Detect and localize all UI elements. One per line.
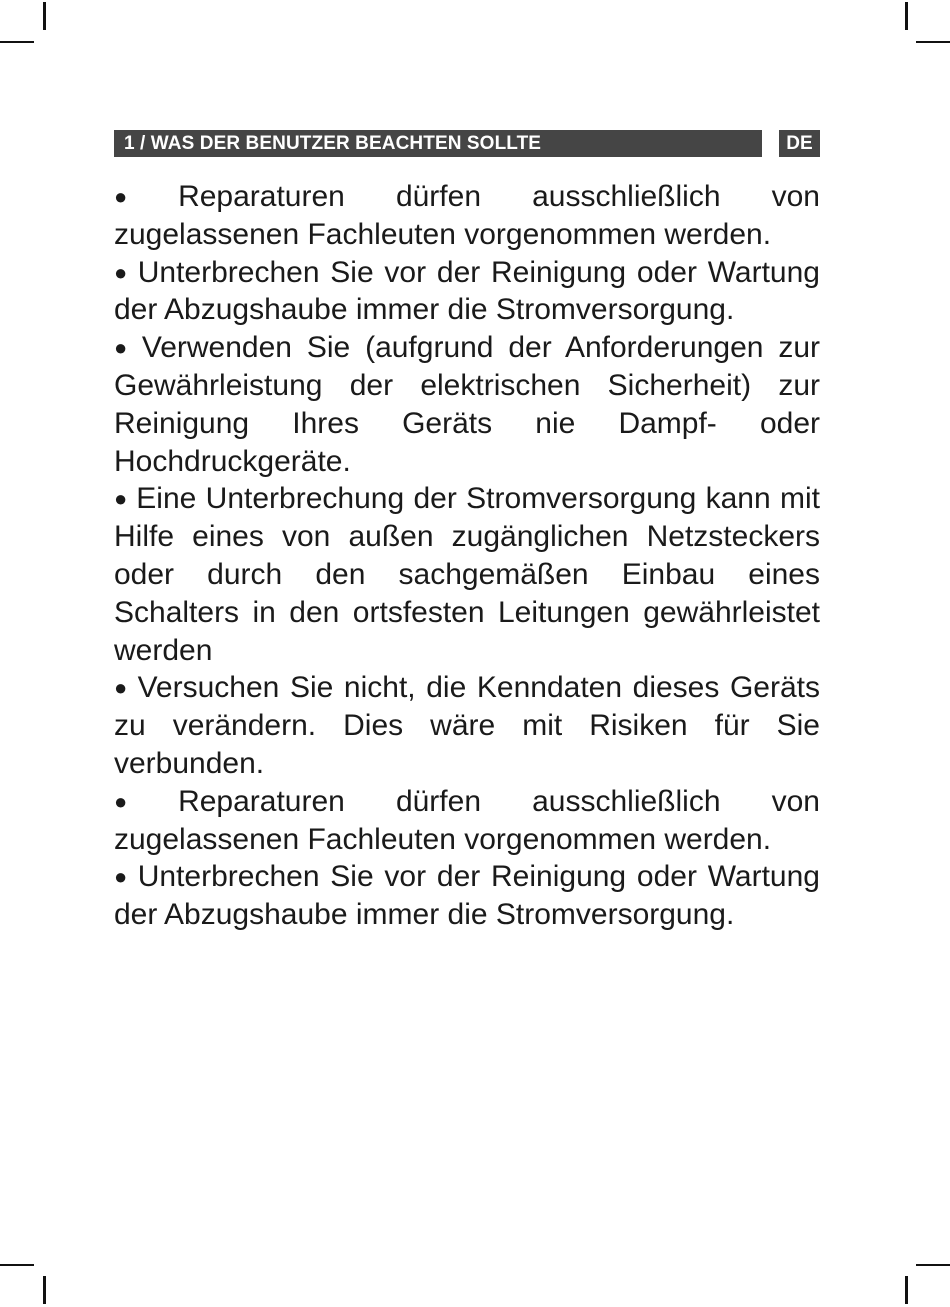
section-header xyxy=(114,130,762,157)
bullet-icon: ● xyxy=(114,335,134,361)
crop-mark-top-left-horizontal xyxy=(0,41,34,43)
crop-mark-bottom-right-horizontal xyxy=(916,1264,950,1266)
list-item-text: Verwenden Sie (aufgrund der Anforderungen zur Gewährleistung der elektrischen Sicherheit) zur Reinigung Ihres Geräts nie Dampf- oder Hochdruckgeräte. xyxy=(114,331,820,478)
list-item xyxy=(114,329,820,480)
bullet-icon: ● xyxy=(114,486,129,512)
list-item-text: Unterbrechen Sie vor der Reinigung oder Wartung der Abzugshaube immer die Stromversorgung. xyxy=(114,255,820,327)
list-item xyxy=(114,858,820,934)
list-item xyxy=(114,178,820,254)
section-title: 1 / WAS DER BENUTZER BEACHTEN SOLLTE xyxy=(124,133,542,154)
safety-instructions-list xyxy=(114,178,820,934)
list-item-text: Reparaturen dürfen ausschließlich von zugelassenen Fachleuten vorgenommen werden. xyxy=(114,180,820,251)
crop-mark-top-right-horizontal xyxy=(916,41,950,43)
list-item xyxy=(114,254,820,330)
list-item-text: Eine Unterbrechung der Stromversorgung kann mit Hilfe eines von außen zugänglichen Netzsteckers oder durch den sachgemäßen Einbau eines Schalters in den ortsfesten Leitungen gewährleistet werden xyxy=(114,482,820,667)
bullet-icon: ● xyxy=(114,864,130,890)
list-item-text: Reparaturen dürfen ausschließlich von zugelassenen Fachleuten vorgenommen werden. xyxy=(114,784,820,856)
language-code: DE xyxy=(786,133,813,154)
bullet-icon: ● xyxy=(114,675,130,701)
list-item xyxy=(114,480,820,669)
bullet-icon: ● xyxy=(114,788,171,814)
list-item-text: Unterbrechen Sie vor der Reinigung oder Wartung der Abzugshaube immer die Stromversorgung. xyxy=(114,860,820,932)
crop-mark-top-left-vertical xyxy=(43,2,46,30)
bullet-icon: ● xyxy=(114,259,130,285)
list-item xyxy=(114,783,820,859)
crop-mark-bottom-left-vertical xyxy=(43,1276,46,1304)
language-badge xyxy=(779,130,820,157)
crop-mark-bottom-right-vertical xyxy=(905,1276,908,1304)
list-item-text: Versuchen Sie nicht, die Kenndaten dieses Geräts zu verändern. Dies wäre mit Risiken für Sie verbunden. xyxy=(114,671,820,780)
list-item xyxy=(114,669,820,782)
crop-mark-bottom-left-horizontal xyxy=(0,1264,34,1266)
bullet-icon: ● xyxy=(114,184,171,209)
crop-mark-top-right-vertical xyxy=(905,2,908,30)
